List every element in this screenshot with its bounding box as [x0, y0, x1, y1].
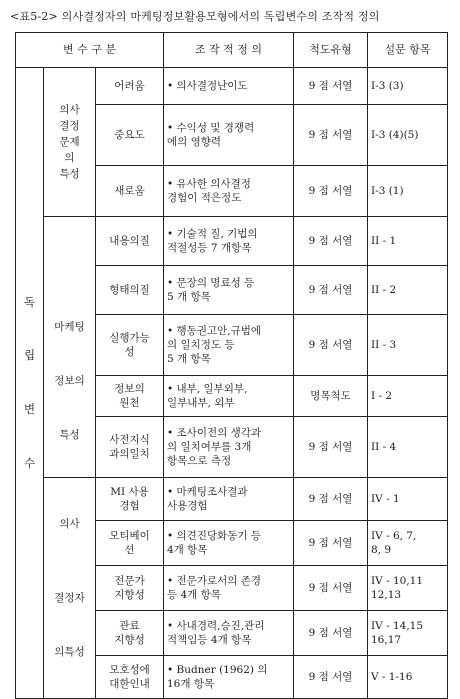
independent-variable-label	[16, 68, 44, 699]
header-scale: 척도유형	[294, 33, 368, 68]
label-char: 립	[23, 348, 36, 363]
label-char: 변	[23, 402, 36, 416]
variable-name: 어려움	[96, 68, 164, 105]
definition-cell: • 행동권고안,규범에 의 일치정도 등 5 개 항목	[164, 315, 294, 376]
header-variable: 변 수 구 분	[16, 33, 164, 68]
variable-name: 내용의질	[96, 217, 164, 266]
variable-name: 관료 지향성	[96, 611, 164, 656]
variable-name: 형태의질	[96, 266, 164, 315]
group-label-line: 의사	[59, 517, 80, 530]
label-char: 수	[23, 455, 36, 470]
scale-cell: 9 점 서열	[294, 217, 368, 266]
item-cell: I-3 (3)	[368, 68, 448, 105]
variable-name: MI 사용 경험	[96, 478, 164, 521]
group-label-line: 문제	[59, 135, 80, 148]
definition-cell: • 내부, 일부외부, 일부내부, 외부	[164, 376, 294, 417]
table-row	[16, 478, 448, 521]
group-label-line: 의사	[59, 103, 80, 116]
item-cell: II - 1	[368, 217, 448, 266]
variable-name: 실행가능 성	[96, 315, 164, 376]
variable-name: 모호성에 대한인내	[96, 656, 164, 699]
scale-cell: 9 점 서열	[294, 315, 368, 376]
variable-name: 모티베이 션	[96, 521, 164, 566]
group-label-line: 특성	[59, 168, 80, 181]
item-cell: IV - 14,15 16,17	[368, 611, 448, 656]
table-caption: <표5-2> 의사결정자의 마케팅정보활용모형에서의 독립변수의 조작적 정의	[10, 10, 380, 23]
variable-name: 정보의 원천	[96, 376, 164, 417]
group-label-line: 의특성	[54, 646, 85, 659]
item-cell: V - 1-16	[368, 656, 448, 699]
header-item: 설문 항목	[368, 33, 448, 68]
item-cell: IV - 10,11 12,13	[368, 566, 448, 611]
header-definition: 조 작 적 정 의	[164, 33, 294, 68]
scale-cell: 명목척도	[294, 376, 368, 417]
scale-cell: 9 점 서열	[294, 105, 368, 166]
scale-cell: 9 점 서열	[294, 478, 368, 521]
scale-cell: 9 점 서열	[294, 266, 368, 315]
item-cell: I-3 (4)(5)	[368, 105, 448, 166]
group-label-line: 정보의	[54, 374, 85, 387]
scale-cell: 9 점 서열	[294, 611, 368, 656]
item-cell: IV - 1	[368, 478, 448, 521]
header-row	[16, 33, 448, 68]
label-char: 독	[23, 294, 36, 309]
definition-cell: • 문장의 명료성 등 5 개 항목	[164, 266, 294, 315]
definition-cell: • 의사결정난이도	[164, 68, 294, 105]
scale-cell: 9 점 서열	[294, 417, 368, 478]
definition-cell: • 의견진당화동기 등 4개 항목	[164, 521, 294, 566]
group-decision-problem	[44, 68, 96, 217]
item-cell: IV - 6, 7, 8, 9	[368, 521, 448, 566]
group-label-line: 의	[64, 152, 75, 165]
group-label-line: 결정자	[54, 591, 85, 604]
group-decision-maker	[44, 478, 96, 699]
definition-cell: • 조사이전의 생각과 의 일치여부를 3개 항목으로 측정	[164, 417, 294, 478]
variable-name: 새로움	[96, 166, 164, 217]
scale-cell: 9 점 서열	[294, 656, 368, 699]
scale-cell: 9 점 서열	[294, 566, 368, 611]
item-cell: II - 3	[368, 315, 448, 376]
item-cell: II - 4	[368, 417, 448, 478]
variable-name: 중요도	[96, 105, 164, 166]
variable-definition-table	[15, 32, 448, 699]
definition-cell: • 유사한 의사결정 경험이 적은정도	[164, 166, 294, 217]
variable-name: 사전지식 과의일치	[96, 417, 164, 478]
definition-cell: • 수익성 및 경쟁력 에의 영향력	[164, 105, 294, 166]
definition-cell: • 기술적 질, 기법의 적절성등 7 개항목	[164, 217, 294, 266]
definition-cell: • Budner (1962) 의 16개 항목	[164, 656, 294, 699]
item-cell: II - 2	[368, 266, 448, 315]
table-row	[16, 68, 448, 105]
definition-cell: • 사내경력,승진,관리 적책임등 4개 항목	[164, 611, 294, 656]
variable-name: 전문가 지향성	[96, 566, 164, 611]
scale-cell: 9 점 서열	[294, 521, 368, 566]
scale-cell: 9 점 서열	[294, 68, 368, 105]
definition-cell: • 전문가로서의 존경 등 4개 항목	[164, 566, 294, 611]
item-cell: I-3 (1)	[368, 166, 448, 217]
table-row	[16, 217, 448, 266]
group-marketing-info	[44, 217, 96, 478]
item-cell: I - 2	[368, 376, 448, 417]
group-label-line: 결정	[59, 119, 80, 132]
group-label-line: 마케팅	[54, 320, 85, 333]
scale-cell: 9 점 서열	[294, 166, 368, 217]
definition-cell: • 마케팅조사결과 사용경험	[164, 478, 294, 521]
table-body	[16, 68, 448, 699]
group-label-line: 특성	[59, 429, 80, 442]
